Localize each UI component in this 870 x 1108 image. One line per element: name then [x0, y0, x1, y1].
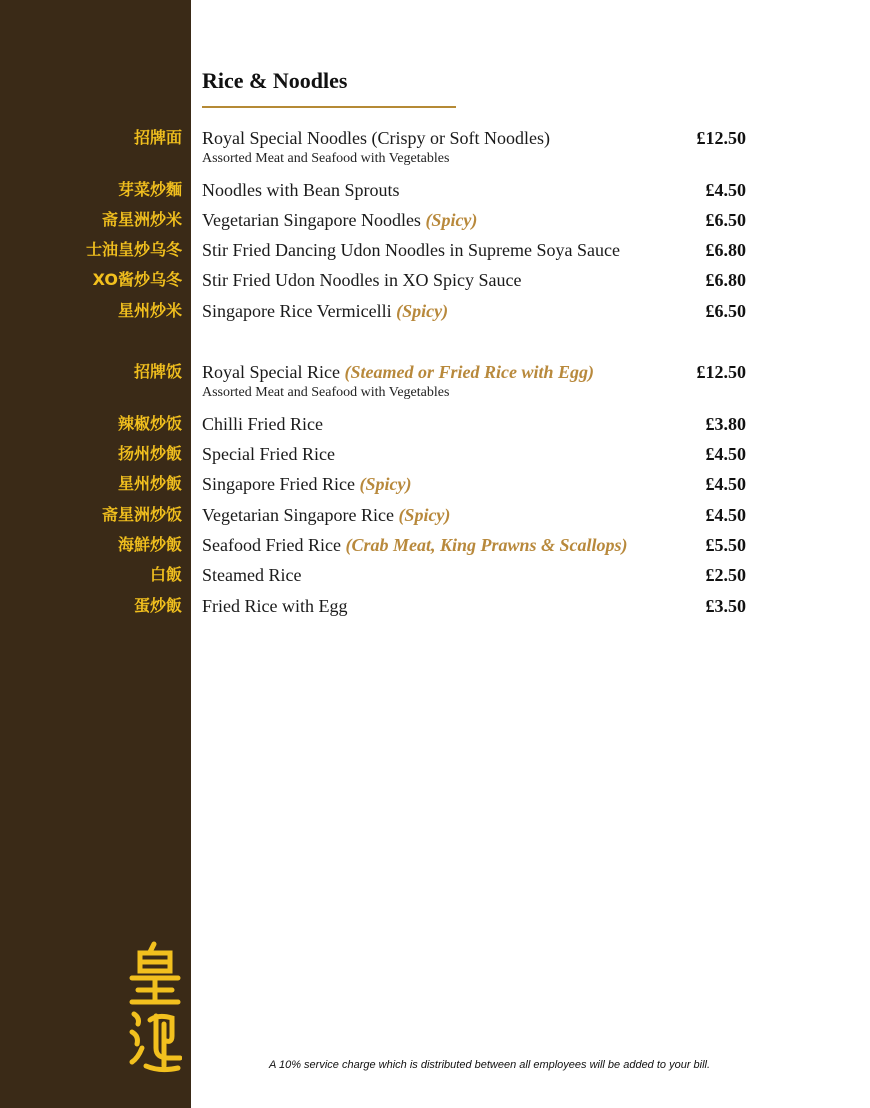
item-chinese-name: XO酱炒乌冬: [92, 270, 182, 289]
item-price: £12.50: [696, 128, 746, 148]
item-chinese-name: 招牌面: [133, 128, 182, 147]
item-price: £6.50: [705, 301, 746, 321]
item-note: (Crab Meat, King Prawns & Scallops): [345, 535, 628, 555]
service-charge-note: A 10% service charge which is distributed between all employees will be added to your bill.: [269, 1059, 711, 1071]
item-chinese-name: 星州炒米: [117, 301, 182, 320]
restaurant-logo-seal: [128, 940, 182, 1075]
item-price: £4.50: [705, 474, 746, 494]
item-name: Stir Fried Dancing Udon Noodles in Supreme Soya Sauce: [202, 240, 620, 260]
item-name: Vegetarian Singapore Noodles (Spicy): [202, 210, 478, 230]
item-chinese-name: 招牌饭: [133, 362, 182, 381]
item-chinese-name: 海鮮炒飯: [117, 535, 182, 554]
item-name: Chilli Fried Rice: [202, 414, 323, 434]
item-name: Vegetarian Singapore Rice (Spicy): [202, 505, 451, 525]
item-name: Royal Special Rice (Steamed or Fried Rice with Egg): [202, 362, 594, 382]
page-title: Rice & Noodles: [202, 68, 348, 93]
item-chinese-name: 白飯: [149, 565, 182, 584]
item-name: Noodles with Bean Sprouts: [202, 180, 400, 200]
item-price: £6.80: [705, 240, 746, 260]
item-description: Assorted Meat and Seafood with Vegetables: [202, 385, 450, 400]
item-price: £6.80: [705, 270, 746, 290]
item-price: £6.50: [705, 210, 746, 230]
item-price: £4.50: [705, 505, 746, 525]
item-name: Special Fried Rice: [202, 444, 335, 464]
item-price: £3.50: [705, 596, 746, 616]
item-note: (Spicy): [396, 301, 449, 321]
item-name: Royal Special Noodles (Crispy or Soft Noodles): [202, 128, 550, 148]
item-chinese-name: 辣椒炒饭: [117, 414, 182, 433]
item-price: £5.50: [705, 535, 746, 555]
item-name: Stir Fried Udon Noodles in XO Spicy Sauce: [202, 270, 522, 290]
item-chinese-name: 斋星洲炒饭: [101, 505, 182, 524]
item-price: £4.50: [705, 444, 746, 464]
item-description: Assorted Meat and Seafood with Vegetables: [202, 151, 450, 166]
item-name: Singapore Rice Vermicelli (Spicy): [202, 301, 449, 321]
item-chinese-name: 斋星洲炒米: [101, 210, 182, 229]
item-chinese-name: 扬州炒飯: [117, 444, 182, 463]
item-chinese-name: 芽菜炒麵: [117, 180, 182, 199]
item-note: (Spicy): [359, 474, 412, 494]
item-note: (Spicy): [398, 505, 451, 525]
item-name: Seafood Fried Rice (Crab Meat, King Prawns & Scallops): [202, 535, 628, 555]
item-chinese-name: 蛋炒飯: [133, 596, 182, 615]
item-note: (Steamed or Fried Rice with Egg): [344, 362, 594, 382]
item-price: £4.50: [705, 180, 746, 200]
item-name: Steamed Rice: [202, 565, 302, 585]
title-divider: [202, 106, 456, 108]
item-price: £3.80: [705, 414, 746, 434]
item-name: Singapore Fried Rice (Spicy): [202, 474, 412, 494]
item-price: £12.50: [696, 362, 746, 382]
item-chinese-name: 士油皇炒乌冬: [85, 240, 182, 259]
item-chinese-name: 星州炒飯: [117, 474, 182, 493]
item-price: £2.50: [705, 565, 746, 585]
item-note: (Spicy): [425, 210, 478, 230]
item-name: Fried Rice with Egg: [202, 596, 348, 616]
